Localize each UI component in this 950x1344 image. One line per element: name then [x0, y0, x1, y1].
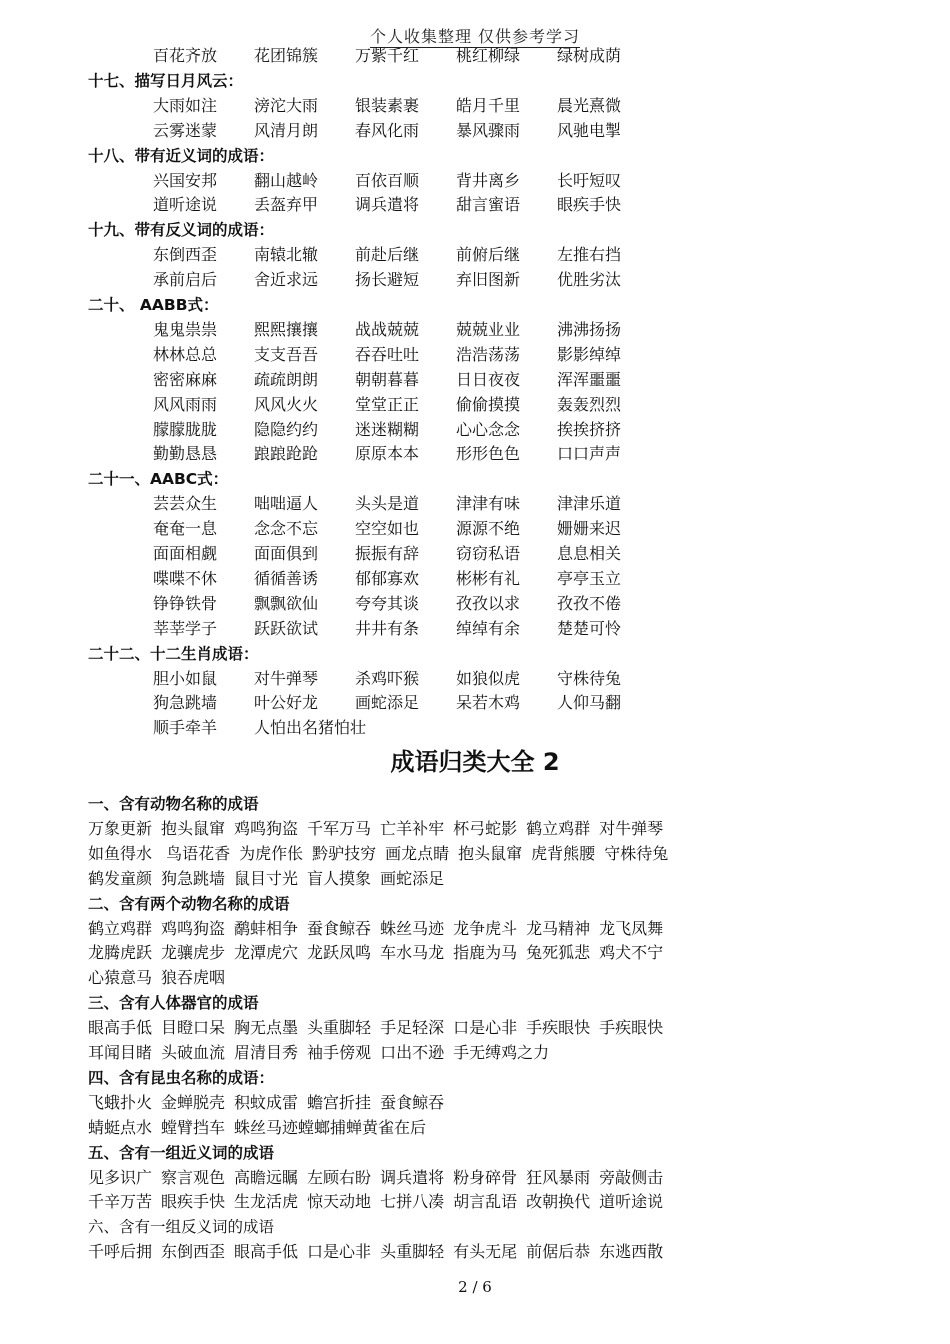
page-header: 个人收集整理 仅供参考学习 [369, 27, 581, 46]
idiom-row [153, 345, 621, 365]
idiom: 杀鸡吓猴 [355, 668, 420, 688]
idiom: 耳闻目睹 [88, 1043, 153, 1062]
idiom: 窃窃私语 [456, 544, 521, 563]
idiom: 兴国安邦 [153, 170, 218, 190]
idiom: 万紫千红 [355, 46, 420, 65]
idiom: 眼高手低 [234, 1242, 299, 1262]
idiom: 龙潭虎穴 [234, 943, 299, 963]
idiom: 沸沸扬扬 [557, 319, 622, 339]
idiom: 对牛弹琴 [254, 668, 319, 688]
idiom: 鼠目寸光 [234, 868, 299, 888]
idiom: 抱头鼠窜 [458, 843, 523, 863]
idiom: 承前启后 [153, 270, 218, 290]
idiom: 井井有条 [355, 618, 420, 638]
idiom: 口口声声 [557, 444, 622, 464]
idiom: 千军万马 [307, 818, 372, 838]
idiom: 胸无点墨 [234, 1018, 299, 1038]
idiom: 抱头鼠窜 [161, 818, 226, 838]
idiom-row [153, 544, 621, 564]
idiom: 口是心非 [307, 1242, 372, 1262]
idiom: 影影绰绰 [557, 344, 622, 364]
idiom: 有头无尾 [453, 1242, 518, 1262]
idiom: 左推右挡 [557, 245, 622, 265]
idiom: 狗急跳墙 [161, 868, 226, 888]
idiom: 杯弓蛇影 [453, 818, 518, 838]
idiom: 手疾眼快 [526, 1018, 591, 1038]
idiom: 亡羊补牢 [380, 818, 445, 838]
idiom: 袖手傍观 [307, 1043, 372, 1062]
idiom: 原原本本 [355, 444, 420, 464]
idiom: 朝朝暮暮 [355, 369, 420, 389]
idiom-row [153, 320, 621, 340]
idiom: 叶公好龙 [254, 693, 319, 713]
idiom: 津津乐道 [557, 494, 622, 514]
section-heading: 十九、带有反义词的成语： [88, 221, 275, 240]
idiom: 螳臂挡车 [161, 1117, 226, 1137]
idiom: 龙骧虎步 [161, 943, 226, 963]
idiom: 积蚊成雷 [234, 1092, 299, 1112]
category-heading: 四、含有昆虫名称的成语： [88, 1068, 275, 1087]
idiom: 长吁短叹 [557, 170, 622, 190]
idiom: 滂沱大雨 [254, 95, 319, 115]
idiom: 眉清目秀 [234, 1043, 299, 1062]
idiom-row [153, 96, 621, 116]
idiom: 桃红柳绿 [456, 46, 521, 65]
idiom: 蚕食鲸吞 [380, 1092, 445, 1112]
idiom: 头重脚轻 [307, 1018, 372, 1038]
idiom: 鸟语花香 [166, 843, 231, 863]
idiom: 头头是道 [355, 494, 420, 514]
idiom: 彬彬有礼 [456, 568, 521, 588]
idiom: 画蛇添足 [355, 693, 420, 713]
idiom: 千呼后拥 [88, 1242, 153, 1262]
idiom: 风清月朗 [254, 120, 319, 140]
idiom: 鹬蚌相争 [234, 918, 299, 938]
idiom: 道听途说 [599, 1192, 664, 1212]
idiom: 林林总总 [153, 344, 218, 364]
idiom: 改朝换代 [526, 1192, 591, 1212]
idiom: 守株待兔 [557, 668, 622, 688]
category-heading: 二、含有两个动物名称的成语 [88, 894, 290, 913]
idiom: 飞蛾扑火 [88, 1092, 153, 1112]
document-title: 成语归类大全 2 [390, 748, 560, 776]
idiom: 口出不逊 [380, 1043, 445, 1062]
idiom: 手无缚鸡之力 [453, 1043, 550, 1062]
idiom: 南辕北辙 [254, 245, 319, 265]
idiom: 七拼八凑 [380, 1192, 445, 1212]
idiom: 心猿意马 [88, 968, 153, 988]
idiom: 惊天动地 [307, 1192, 372, 1212]
idiom: 万象更新 [88, 818, 153, 838]
idiom: 调兵遣将 [355, 195, 420, 215]
idiom: 目瞪口呆 [161, 1018, 226, 1038]
idiom-row [153, 718, 366, 738]
idiom: 吞吞吐吐 [355, 344, 420, 364]
idiom: 粉身碎骨 [453, 1167, 518, 1187]
idiom: 浩浩荡荡 [456, 344, 521, 364]
idiom: 心心念念 [456, 419, 521, 439]
idiom: 轰轰烈烈 [557, 394, 622, 414]
idiom: 亭亭玉立 [557, 568, 622, 588]
idiom: 大雨如注 [153, 95, 218, 115]
idiom: 踉踉跄跄 [254, 444, 319, 464]
idiom-row [153, 245, 621, 265]
page-number: 2 / 6 [458, 1278, 492, 1296]
idiom: 形形色色 [456, 444, 521, 464]
idiom: 见多识广 [88, 1167, 153, 1187]
idiom: 对牛弹琴 [599, 818, 664, 838]
idiom: 蛛丝马迹螳螂捕蝉黄雀在后 [234, 1117, 427, 1137]
idiom-line [88, 1192, 672, 1212]
idiom: 甜言蜜语 [456, 195, 521, 215]
idiom: 喋喋不休 [153, 568, 218, 588]
idiom: 莘莘学子 [153, 618, 218, 638]
idiom-line [88, 1242, 672, 1262]
idiom-row [153, 693, 621, 713]
idiom: 支支吾吾 [254, 344, 319, 364]
category-heading: 三、含有人体器官的成语 [88, 994, 259, 1013]
idiom: 芸芸众生 [153, 494, 218, 514]
idiom: 熙熙攘攘 [254, 319, 319, 339]
idiom-line [88, 1168, 672, 1188]
idiom-row [153, 444, 621, 464]
idiom-line [88, 943, 672, 963]
idiom: 东倒西歪 [161, 1242, 226, 1262]
idiom: 头破血流 [161, 1043, 226, 1062]
section-heading: 二十一、AABC式： [88, 470, 229, 489]
idiom-row [153, 669, 621, 689]
idiom-line [88, 1018, 672, 1038]
idiom: 勤勤恳恳 [153, 444, 218, 464]
idiom: 优胜劣汰 [557, 270, 622, 290]
idiom: 花团锦簇 [254, 46, 319, 65]
idiom: 头重脚轻 [380, 1242, 445, 1262]
idiom-row [153, 594, 621, 614]
idiom: 画蛇添足 [380, 868, 445, 888]
idiom: 孜孜以求 [456, 593, 521, 613]
idiom: 为虎作伥 [239, 843, 304, 863]
section-heading: 二十二、十二生肖成语： [88, 644, 259, 663]
idiom: 息息相关 [557, 544, 622, 563]
idiom: 画龙点睛 [385, 843, 450, 863]
idiom: 眼疾手快 [161, 1192, 226, 1212]
idiom: 皓月千里 [456, 95, 521, 115]
idiom: 疏疏朗朗 [254, 369, 319, 389]
idiom: 楚楚可怜 [557, 618, 622, 638]
idiom-line [88, 968, 234, 988]
idiom: 绿树成荫 [557, 46, 622, 65]
idiom: 龙争虎斗 [453, 918, 518, 938]
idiom: 人怕出名猪怕壮 [254, 718, 367, 738]
idiom: 偷偷摸摸 [456, 394, 521, 414]
idiom: 狼吞虎咽 [161, 968, 226, 988]
section-heading: 十七、描写日月风云： [88, 71, 244, 90]
idiom: 源源不绝 [456, 519, 521, 539]
category-heading: 一、含有动物名称的成语 [88, 795, 259, 813]
idiom: 左顾右盼 [307, 1167, 372, 1187]
idiom-line [88, 844, 677, 864]
idiom: 人仰马翻 [557, 693, 622, 713]
idiom: 前俯后继 [456, 245, 521, 265]
idiom: 隐隐约约 [254, 419, 319, 439]
idiom-line [88, 919, 672, 939]
idiom: 朦朦胧胧 [153, 419, 218, 439]
idiom: 飘飘欲仙 [254, 593, 319, 613]
idiom: 调兵遣将 [380, 1167, 445, 1187]
idiom: 东逃西散 [599, 1242, 664, 1262]
idiom-row [153, 270, 621, 290]
idiom: 夸夸其谈 [355, 593, 420, 613]
idiom: 跃跃欲试 [254, 618, 319, 638]
idiom: 迷迷糊糊 [355, 419, 420, 439]
idiom: 手足轻深 [380, 1018, 445, 1038]
idiom: 兢兢业业 [456, 319, 521, 339]
category-heading: 六、含有一组反义词的成语 [88, 1218, 275, 1237]
idiom-line [88, 1093, 453, 1113]
idiom-row [153, 420, 621, 440]
idiom: 空空如也 [355, 519, 420, 539]
idiom: 战战兢兢 [355, 319, 420, 339]
idiom: 车水马龙 [380, 943, 445, 963]
idiom-row [153, 370, 621, 390]
idiom: 如鱼得水 [88, 843, 158, 863]
idiom: 日日夜夜 [456, 369, 521, 389]
idiom: 鹤发童颜 [88, 868, 153, 888]
idiom: 金蝉脱壳 [161, 1092, 226, 1112]
idiom-row [153, 121, 621, 141]
idiom: 暴风骤雨 [456, 120, 521, 140]
idiom: 挨挨挤挤 [557, 419, 622, 439]
idiom: 津津有味 [456, 494, 521, 514]
idiom: 鸡鸣狗盗 [234, 818, 299, 838]
idiom: 绰绰有余 [456, 618, 521, 638]
category-heading: 五、含有一组近义词的成语 [88, 1143, 275, 1162]
section-heading: 十八、带有近义词的成语： [88, 146, 275, 165]
idiom: 黔驴技穷 [312, 843, 377, 863]
idiom: 丢盔弃甲 [254, 195, 319, 215]
idiom: 振振有辞 [355, 544, 420, 563]
idiom: 舍近求远 [254, 270, 319, 290]
idiom: 如狼似虎 [456, 668, 521, 688]
idiom: 背井离乡 [456, 170, 521, 190]
idiom: 狗急跳墙 [153, 693, 218, 713]
idiom: 龙腾虎跃 [88, 943, 153, 963]
idiom: 呆若木鸡 [456, 693, 521, 713]
idiom: 前赴后继 [355, 245, 420, 265]
idiom: 道听途说 [153, 195, 218, 215]
idiom: 盲人摸象 [307, 868, 372, 888]
idiom: 鸡犬不宁 [599, 943, 664, 963]
idiom: 鹤立鸡群 [526, 818, 591, 838]
idiom: 龙跃凤鸣 [307, 943, 372, 963]
idiom: 密密麻麻 [153, 369, 218, 389]
idiom: 百花齐放 [153, 46, 218, 65]
idiom-row [153, 395, 621, 415]
idiom: 孜孜不倦 [557, 593, 622, 613]
idiom: 郁郁寡欢 [355, 568, 420, 588]
idiom-row [153, 619, 621, 639]
idiom: 龙马精神 [526, 918, 591, 938]
idiom-line [88, 1118, 435, 1138]
idiom: 口是心非 [453, 1018, 518, 1038]
idiom: 银装素裹 [355, 95, 420, 115]
idiom-line [88, 1043, 558, 1063]
idiom-row [153, 46, 621, 66]
idiom: 鬼鬼祟祟 [153, 319, 218, 339]
idiom: 堂堂正正 [355, 394, 420, 414]
idiom: 面面相觑 [153, 544, 218, 563]
idiom: 循循善诱 [254, 568, 319, 588]
idiom: 指鹿为马 [453, 943, 518, 963]
idiom: 云雾迷蒙 [153, 120, 218, 140]
idiom: 风风雨雨 [153, 394, 218, 414]
idiom: 眼疾手快 [557, 195, 622, 215]
idiom: 鹤立鸡群 [88, 918, 153, 938]
idiom: 蟾宫折挂 [307, 1092, 372, 1112]
idiom: 手疾眼快 [599, 1018, 664, 1038]
idiom-line [88, 869, 453, 889]
idiom: 前倨后恭 [526, 1242, 591, 1262]
idiom: 兔死狐悲 [526, 943, 591, 963]
idiom: 风风火火 [254, 394, 319, 414]
section-heading: 二十、 AABB式： [88, 296, 219, 314]
idiom: 旁敲侧击 [599, 1167, 664, 1187]
idiom: 生龙活虎 [234, 1192, 299, 1212]
idiom-row [153, 494, 621, 514]
idiom: 春风化雨 [355, 120, 420, 140]
idiom: 蛛丝马迹 [380, 918, 445, 938]
idiom: 千辛万苦 [88, 1192, 153, 1212]
idiom: 虎背熊腰 [531, 843, 596, 863]
idiom: 蚕食鲸吞 [307, 918, 372, 938]
idiom: 守株待兔 [604, 843, 669, 863]
idiom: 鸡鸣狗盗 [161, 918, 226, 938]
idiom: 翻山越岭 [254, 170, 319, 190]
idiom: 眼高手低 [88, 1018, 153, 1038]
idiom: 姗姗来迟 [557, 519, 622, 539]
idiom: 奄奄一息 [153, 519, 218, 539]
idiom: 面面俱到 [254, 544, 319, 563]
idiom: 顺手牵羊 [153, 718, 218, 738]
idiom: 胡言乱语 [453, 1192, 518, 1212]
idiom: 咄咄逼人 [254, 494, 319, 514]
idiom: 弃旧图新 [456, 270, 521, 290]
idiom: 晨光熹微 [557, 95, 622, 115]
idiom: 察言观色 [161, 1167, 226, 1187]
idiom-row [153, 195, 621, 215]
idiom: 龙飞凤舞 [599, 918, 664, 938]
idiom: 浑浑噩噩 [557, 369, 622, 389]
idiom: 风驰电掣 [557, 120, 622, 140]
idiom-row [153, 171, 621, 191]
idiom: 念念不忘 [254, 519, 319, 539]
idiom: 蜻蜓点水 [88, 1117, 153, 1137]
idiom: 狂风暴雨 [526, 1167, 591, 1187]
idiom: 东倒西歪 [153, 245, 218, 265]
idiom: 百依百顺 [355, 170, 420, 190]
idiom: 铮铮铁骨 [153, 593, 218, 613]
idiom: 高瞻远瞩 [234, 1167, 299, 1187]
idiom: 胆小如鼠 [153, 668, 218, 688]
idiom: 扬长避短 [355, 270, 420, 290]
idiom-line [88, 819, 672, 839]
idiom-row [153, 569, 621, 589]
idiom-row [153, 519, 621, 539]
